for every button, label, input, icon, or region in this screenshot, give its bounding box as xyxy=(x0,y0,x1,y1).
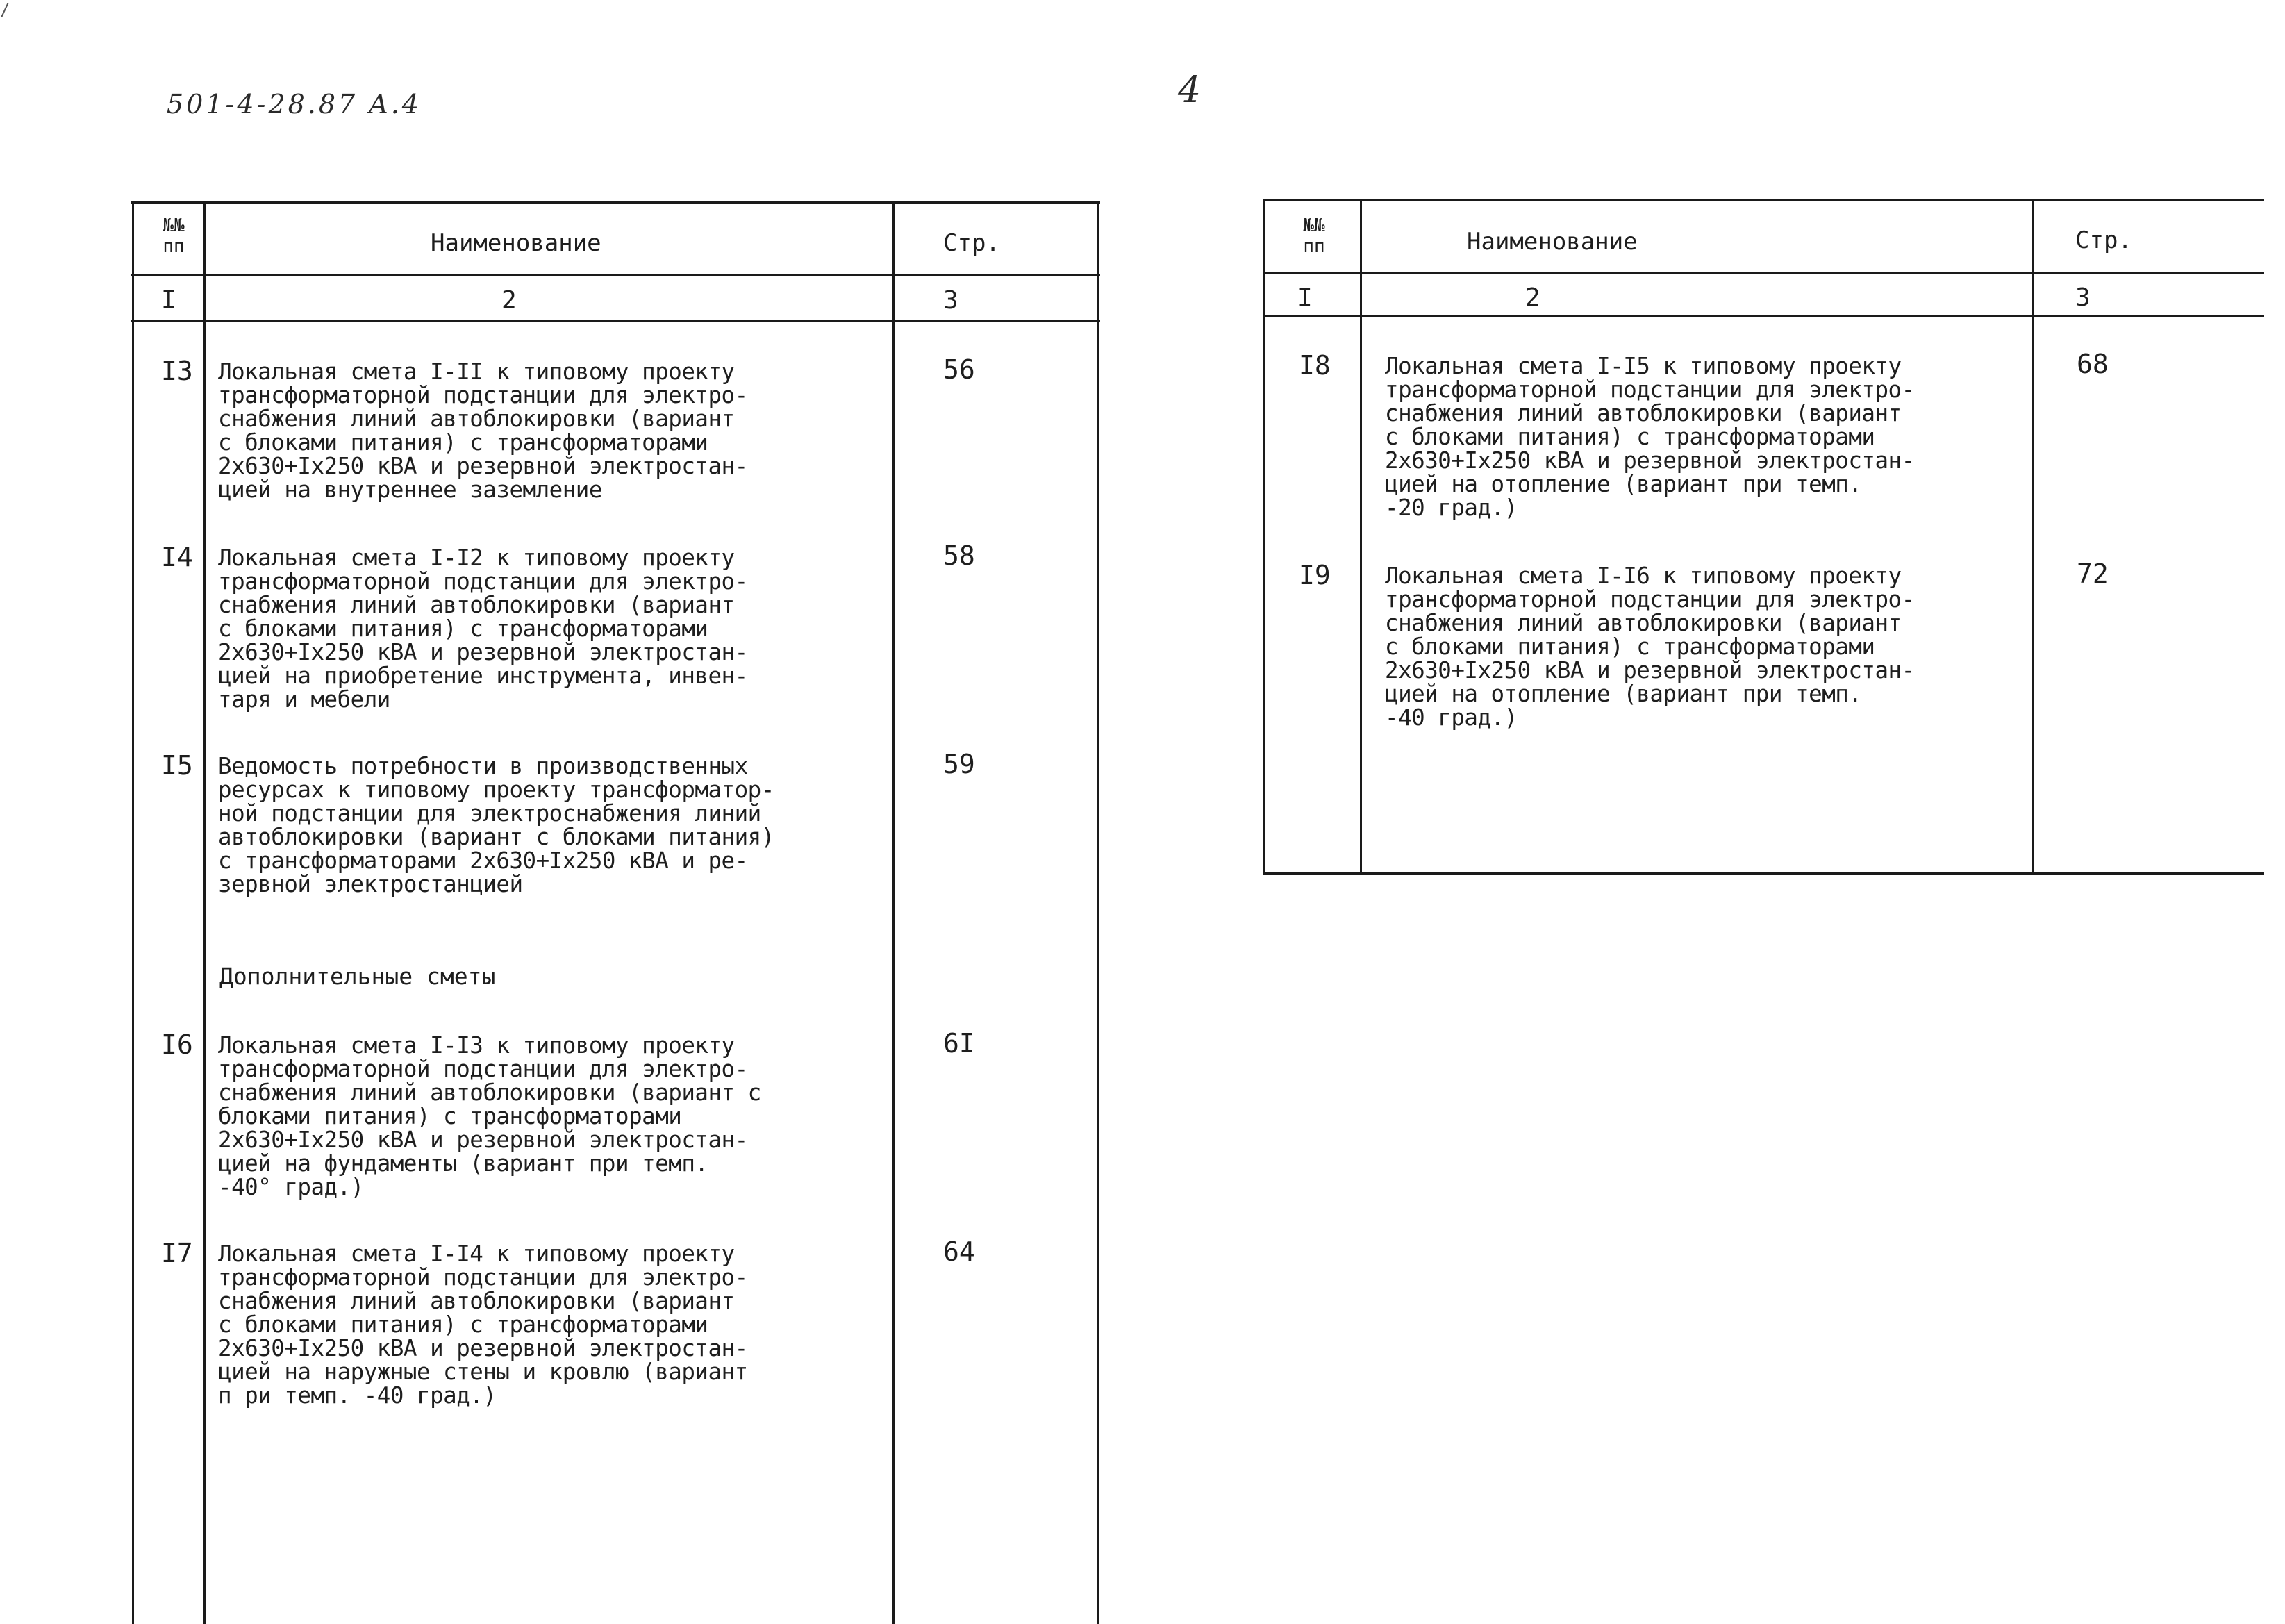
right-table-colnum-border xyxy=(1263,315,2264,317)
row-page: 68 xyxy=(2077,349,2109,379)
right-table-divider-1 xyxy=(1360,199,1362,875)
row-description: Локальная смета I-I4 к типовому проекту трансформаторной подстанции для электро- снабжения линий автоблокировки (вариант с блоками питания) с трансформаторами 2х630+Iх250 кВА и резервной электростан- цией на наружные стены и кровлю (вариант п ри темп. -40 град.) xyxy=(218,1241,748,1409)
left-table-header-border xyxy=(131,274,1100,276)
row-page: 59 xyxy=(943,749,975,779)
row-number: I3 xyxy=(161,356,193,386)
row-page: 6I xyxy=(943,1028,975,1059)
right-table-top-border xyxy=(1263,199,2264,201)
row-description: Локальная смета I-I2 к типовому проекту трансформаторной подстанции для электро- снабжения линий автоблокировки (вариант с блоками питания) с трансформаторами 2х630+Iх250 кВА и резервной электростан- цией на приобретение инструмента, инвен- таря и мебели xyxy=(218,545,748,713)
row-page: 58 xyxy=(943,540,975,571)
left-col-number-3: 3 xyxy=(943,286,958,315)
right-table-header-border xyxy=(1263,272,2264,274)
row-page: 56 xyxy=(943,354,975,385)
left-table-colnum-border xyxy=(131,320,1100,322)
left-name-header: Наименование xyxy=(431,229,601,257)
row-number: I9 xyxy=(1299,560,1331,590)
row-description: Локальная смета I-I3 к типовому проекту трансформаторной подстанции для электро- снабжения линий автоблокировки (вариант с блоками питания) с трансформаторами 2х630+Iх250 кВА и резервной электростан- цией на фундаменты (вариант при темп. -40° град.) xyxy=(218,1032,761,1200)
row-description: Локальная смета I-I6 к типовому проекту трансформаторной подстанции для электро- снабжения линий автоблокировки (вариант с блоками питания) с трансформаторами 2х630+Iх250 кВА и резервной электростан- цией на отопление (вариант при темп. -40 град.) xyxy=(1385,563,1915,731)
right-page-header: Стр. xyxy=(2075,226,2132,254)
right-col-number-3: 3 xyxy=(2075,283,2091,312)
row-page: 64 xyxy=(943,1236,975,1267)
row-number: I7 xyxy=(161,1238,193,1268)
right-col-number-1: I xyxy=(1297,283,1313,312)
row-description: Локальная смета I-I5 к типовому проекту трансформаторной подстанции для электро- снабжения линий автоблокировки (вариант с блоками питания) с трансформаторами 2х630+Iх250 кВА и резервной электростан- цией на отопление (вариант при темп. -20 град.) xyxy=(1385,353,1915,521)
row-number: I6 xyxy=(161,1029,193,1060)
right-num-header: №№ пп xyxy=(1303,215,1325,257)
row-number: I8 xyxy=(1299,350,1331,381)
left-col-number-1: I xyxy=(161,286,176,315)
right-col-number-2: 2 xyxy=(1525,283,1540,312)
right-name-header: Наименование xyxy=(1467,228,1638,256)
left-table-left-border xyxy=(132,201,134,1624)
left-page-header: Стр. xyxy=(943,229,1000,257)
left-table-top-border xyxy=(131,201,1100,204)
right-table-bottom-border xyxy=(1263,872,2264,875)
corner-mark: / xyxy=(0,0,10,19)
section-label-additional-estimates: Дополнительные сметы xyxy=(219,963,496,990)
left-table-divider-2 xyxy=(892,201,895,1624)
page-number: 4 xyxy=(1178,69,1202,111)
row-number: I4 xyxy=(161,542,193,572)
row-page: 72 xyxy=(2077,558,2109,589)
right-table-divider-2 xyxy=(2032,199,2034,875)
left-table-divider-1 xyxy=(203,201,206,1624)
left-num-header: №№ пп xyxy=(163,215,185,257)
left-table-right-border xyxy=(1097,201,1099,1624)
row-number: I5 xyxy=(161,750,193,781)
row-description: Локальная смета I-II к типовому проекту трансформаторной подстанции для электро- снабжения линий автоблокировки (вариант с блоками питания) с трансформаторами 2х630+Iх250 кВА и резервной электростан- цией на внутреннее заземление xyxy=(218,358,748,503)
row-description: Ведомость потребности в производственных ресурсах к типовому проекту трансформатор- ной подстанции для электроснабжения линий автоблокировки (вариант с блоками питания) с трансформаторами 2х630+Iх250 кВА и ре- зервной электростанцией xyxy=(218,753,774,897)
document-code: 501-4-28.87 A.4 xyxy=(167,89,422,119)
right-table-left-border xyxy=(1263,199,1265,875)
left-col-number-2: 2 xyxy=(501,286,517,315)
